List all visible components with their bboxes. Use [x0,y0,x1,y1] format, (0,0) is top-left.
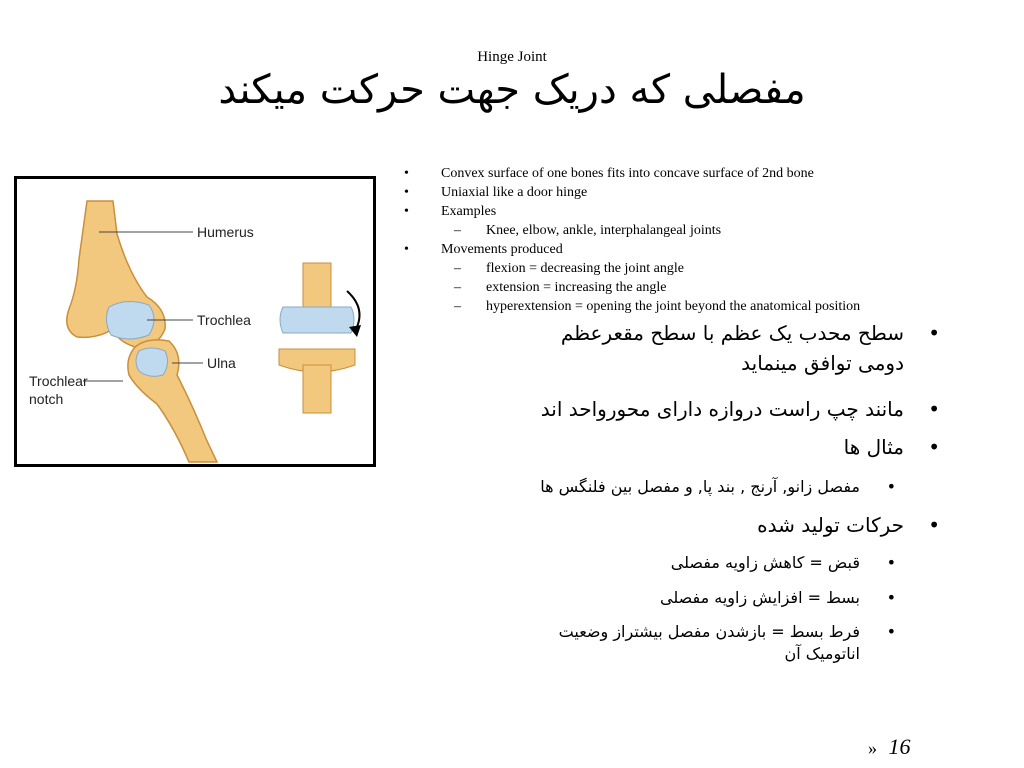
persian-bullet-4: • حرکات تولید شده [757,513,940,537]
list-item: • Convex surface of one bones fits into concave surface of 2nd bone [404,166,814,181]
slide-footer [868,734,911,760]
list-subitem: – Knee, elbow, ankle, interphalangeal joints [454,223,722,238]
label-trochlear-notch-line1: Trochlear [29,373,88,389]
trochlea-cartilage [106,301,154,339]
list-subitem: – hyperextension = opening the joint beyond the anatomical position [454,299,861,314]
persian-bullet-2: • مانند چپ راست دروازه دارای محورواحد اند [540,397,940,421]
label-trochlea: Trochlea [197,312,251,328]
list-subitem: – flexion = decreasing the joint angle [454,261,684,276]
hinge-model-top [303,263,331,307]
label-ulna: Ulna [207,355,236,371]
hinge-joint-figure [14,176,376,467]
english-bullet-list [398,164,958,316]
persian-subbullet-flexion: • قبض = کاهش زاویه مفصلی [670,553,896,572]
hinge-model-cylinder [280,307,354,333]
persian-subbullet-extension: • بسط = افزایش زاویه مفصلی [660,588,896,607]
label-trochlear-notch-line2: notch [29,391,64,407]
list-item: • Examples [404,204,497,219]
list-subitem: – extension = increasing the angle [454,280,667,295]
slide-subtitle: Hinge Joint [477,49,547,65]
list-item: • Movements produced [404,242,563,257]
page-number: 16 [888,734,911,759]
label-humerus: Humerus [197,224,254,240]
hinge-model-bottom [303,365,331,413]
persian-bullet-3: • مثال ها [843,435,940,459]
list-item: • Uniaxial like a door hinge [404,185,588,200]
persian-subbullet-examples: • مفصل زانو, آرنج , بند پا, و مفصل بین فلنگس ها [540,477,896,496]
slide-title: مفصلی که دریک جهت حرکت میکند [218,67,806,113]
persian-subbullet-hyperextension: • فرط بسط = بازشدن مفصل بیشتراز وضعیت اناتومیک آن [558,622,896,663]
elbow-illustration [17,179,373,464]
persian-bullet-1: • سطح محدب یک عظم با سطح مقعرعظم دومی توافق مینماید [560,321,940,375]
trochlear-notch-cartilage [136,348,168,376]
next-slide-icon[interactable]: » [868,738,877,758]
